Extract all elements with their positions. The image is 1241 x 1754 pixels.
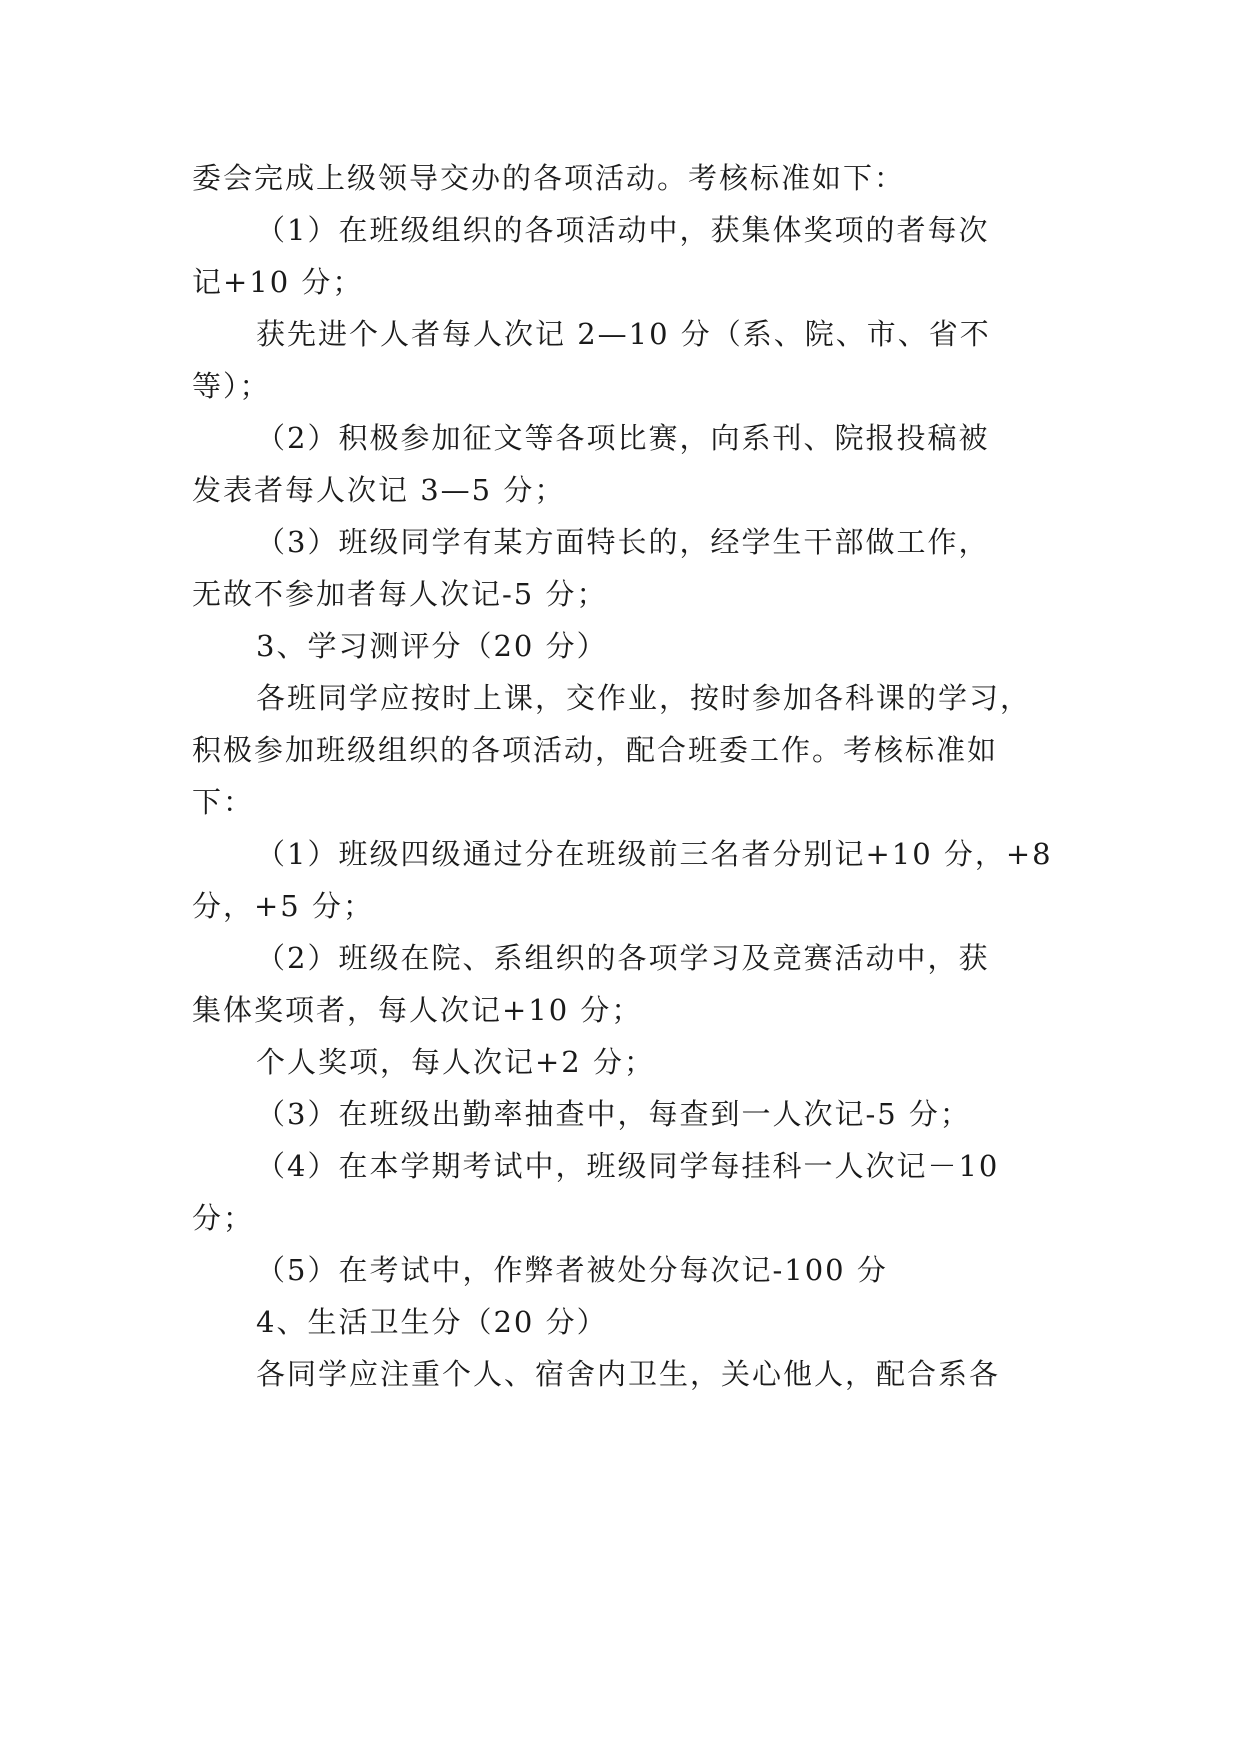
text-line: （3）班级同学有某方面特长的，经学生干部做工作， — [256, 525, 990, 559]
text-line: 各班同学应按时上课，交作业，按时参加各科课的学习， — [256, 681, 1032, 715]
text-line: （5）在考试中，作弊者被处分每次记-100 分 — [256, 1253, 888, 1287]
text-line: 下： — [192, 785, 255, 819]
text-line: （3）在班级出勤率抽查中，每查到一人次记-5 分； — [256, 1097, 971, 1131]
text-line: （1）班级四级通过分在班级前三名者分别记+10 分，+8 — [256, 837, 1053, 871]
text-line: 等）； — [192, 369, 271, 403]
text-line: 获先进个人者每人次记 2—10 分（系、院、市、省不 — [256, 317, 991, 351]
text-line: 无故不参加者每人次记-5 分； — [192, 577, 608, 611]
section-heading: 4、生活卫生分（20 分） — [256, 1305, 608, 1339]
text-line: （2）班级在院、系组织的各项学习及竞赛活动中，获 — [256, 941, 990, 975]
text-line: 各同学应注重个人、宿舍内卫生，关心他人，配合系各 — [256, 1357, 1001, 1391]
text-line: （2）积极参加征文等各项比赛，向系刊、院报投稿被 — [256, 421, 990, 455]
text-line: 分； — [192, 1201, 255, 1235]
text-line: 发表者每人次记 3—5 分； — [192, 473, 566, 507]
text-line: 委会完成上级领导交办的各项活动。考核标准如下： — [192, 161, 906, 195]
text-line: （1）在班级组织的各项活动中，获集体奖项的者每次 — [256, 213, 990, 247]
section-heading: 3、学习测评分（20 分） — [256, 629, 608, 663]
text-line: 记+10 分； — [192, 265, 364, 299]
text-line: 分，+5 分； — [192, 889, 374, 923]
text-line: 集体奖项者，每人次记+10 分； — [192, 993, 643, 1027]
text-line: （4）在本学期考试中，班级同学每挂科一人次记－10 — [256, 1149, 1000, 1183]
text-line: 积极参加班级组织的各项活动，配合班委工作。考核标准如 — [192, 733, 999, 767]
text-line: 个人奖项，每人次记+2 分； — [256, 1045, 655, 1079]
